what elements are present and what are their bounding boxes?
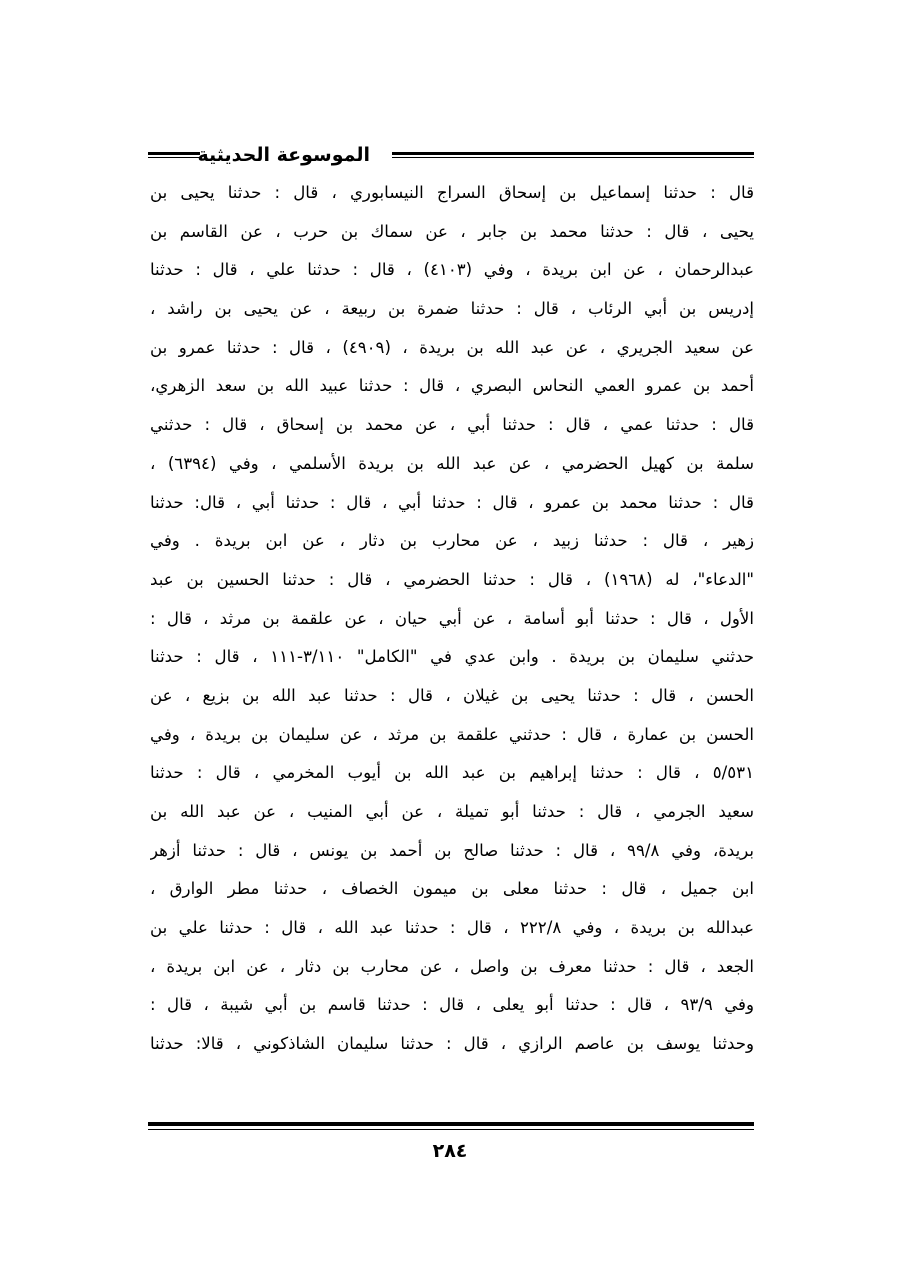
- text-line: سعيد الجرمي ، قال : حدثنا أبو تميلة ، عن أبي المنيب ، عن عبد الله بن: [150, 802, 754, 821]
- text-line: قال : حدثنا إسماعيل بن إسحاق السراج النيسابوري ، قال : حدثنا يحيى بن: [150, 183, 754, 202]
- text-line: "الدعاء"، له (١٩٦٨) ، قال : حدثنا الحضرمي ، قال : حدثنا الحسين بن عبد: [150, 569, 754, 589]
- header-rule-long: [392, 152, 754, 158]
- text-line: عبدالرحمان ، عن ابن بريدة ، وفي (٤١٠٣) ، قال : حدثنا علي ، قال : حدثنا: [150, 260, 754, 280]
- text-line: أحمد بن عمرو العمي النحاس البصري ، قال : حدثنا عبيد الله بن سعد الزهري،: [150, 376, 754, 396]
- text-line: الحسن بن عمارة ، قال : حدثني علقمة بن مرثد ، عن سليمان بن بريدة ، وفي: [150, 724, 754, 744]
- text-line: بريدة، وفي ٩٩/٨ ، قال : حدثنا صالح بن أحمد بن يونس ، قال : حدثنا أزهر: [150, 840, 754, 860]
- page-number: ٢٨٤: [432, 1140, 468, 1162]
- text-line: عن سعيد الجريري ، عن عبد الله بن بريدة ، (٤٩٠٩) ، قال : حدثنا عمرو بن: [150, 337, 754, 357]
- text-line: وفي ٩٣/٩ ، قال : حدثنا أبو يعلى ، قال : حدثنا قاسم بن أبي شيبة ، قال :: [150, 995, 754, 1015]
- text-line: يحيى ، قال : حدثنا محمد بن جابر ، عن سماك بن حرب ، عن القاسم بن: [150, 221, 754, 241]
- header-rule-short: [148, 152, 200, 158]
- text-line: ٥/٥٣١ ، قال : حدثنا إبراهيم بن عبد الله بن أيوب المخرمي ، قال : حدثنا: [150, 763, 754, 783]
- text-line: قال : حدثنا محمد بن عمرو ، قال : حدثنا أبي ، قال : حدثنا أبي ، قال: حدثنا: [150, 492, 754, 512]
- footer-rule: [148, 1122, 754, 1130]
- text-line: وحدثنا يوسف بن عاصم الرازي ، قال : حدثنا سليمان الشاذكوني ، قالا: حدثنا: [150, 1034, 754, 1054]
- text-line: الأول ، قال : حدثنا أبو أسامة ، عن أبي حيان ، عن علقمة بن مرثد ، قال :: [150, 608, 754, 628]
- text-line: زهير ، قال : حدثنا زبيد ، عن محارب بن دثار ، عن ابن بريدة . وفي: [150, 531, 754, 551]
- text-line: قال : حدثنا عمي ، قال : حدثنا أبي ، عن محمد بن إسحاق ، قال : حدثني: [150, 415, 754, 435]
- text-line: حدثني سليمان بن بريدة . وابن عدي في "الكامل" ٣/١١٠-١١١ ، قال : حدثنا: [150, 647, 754, 667]
- body-text: [150, 174, 754, 1104]
- text-line: سلمة بن كهيل الحضرمي ، عن عبد الله بن بريدة الأسلمي ، وفي (٦٣٩٤) ،: [150, 453, 754, 473]
- text-line: الحسن ، قال : حدثنا يحيى بن غيلان ، قال : حدثنا عبد الله بن بزيع ، عن: [150, 685, 754, 705]
- text-line: عبدالله بن بريدة ، وفي ٢٢٢/٨ ، قال : حدثنا عبد الله ، قال : حدثنا علي بن: [150, 918, 754, 938]
- text-line: ابن جميل ، قال : حدثنا معلى بن ميمون الخصاف ، حدثنا مطر الوارق ،: [150, 879, 754, 899]
- page-title: الموسوعة الحديثية: [197, 144, 370, 166]
- text-line: الجعد ، قال : حدثنا معرف بن واصل ، عن محارب بن دثار ، عن ابن بريدة ،: [150, 956, 754, 976]
- page-header: [148, 140, 754, 172]
- text-line: إدريس بن أبي الرئاب ، قال : حدثنا ضمرة بن ربيعة ، عن يحيى بن راشد ،: [150, 299, 754, 319]
